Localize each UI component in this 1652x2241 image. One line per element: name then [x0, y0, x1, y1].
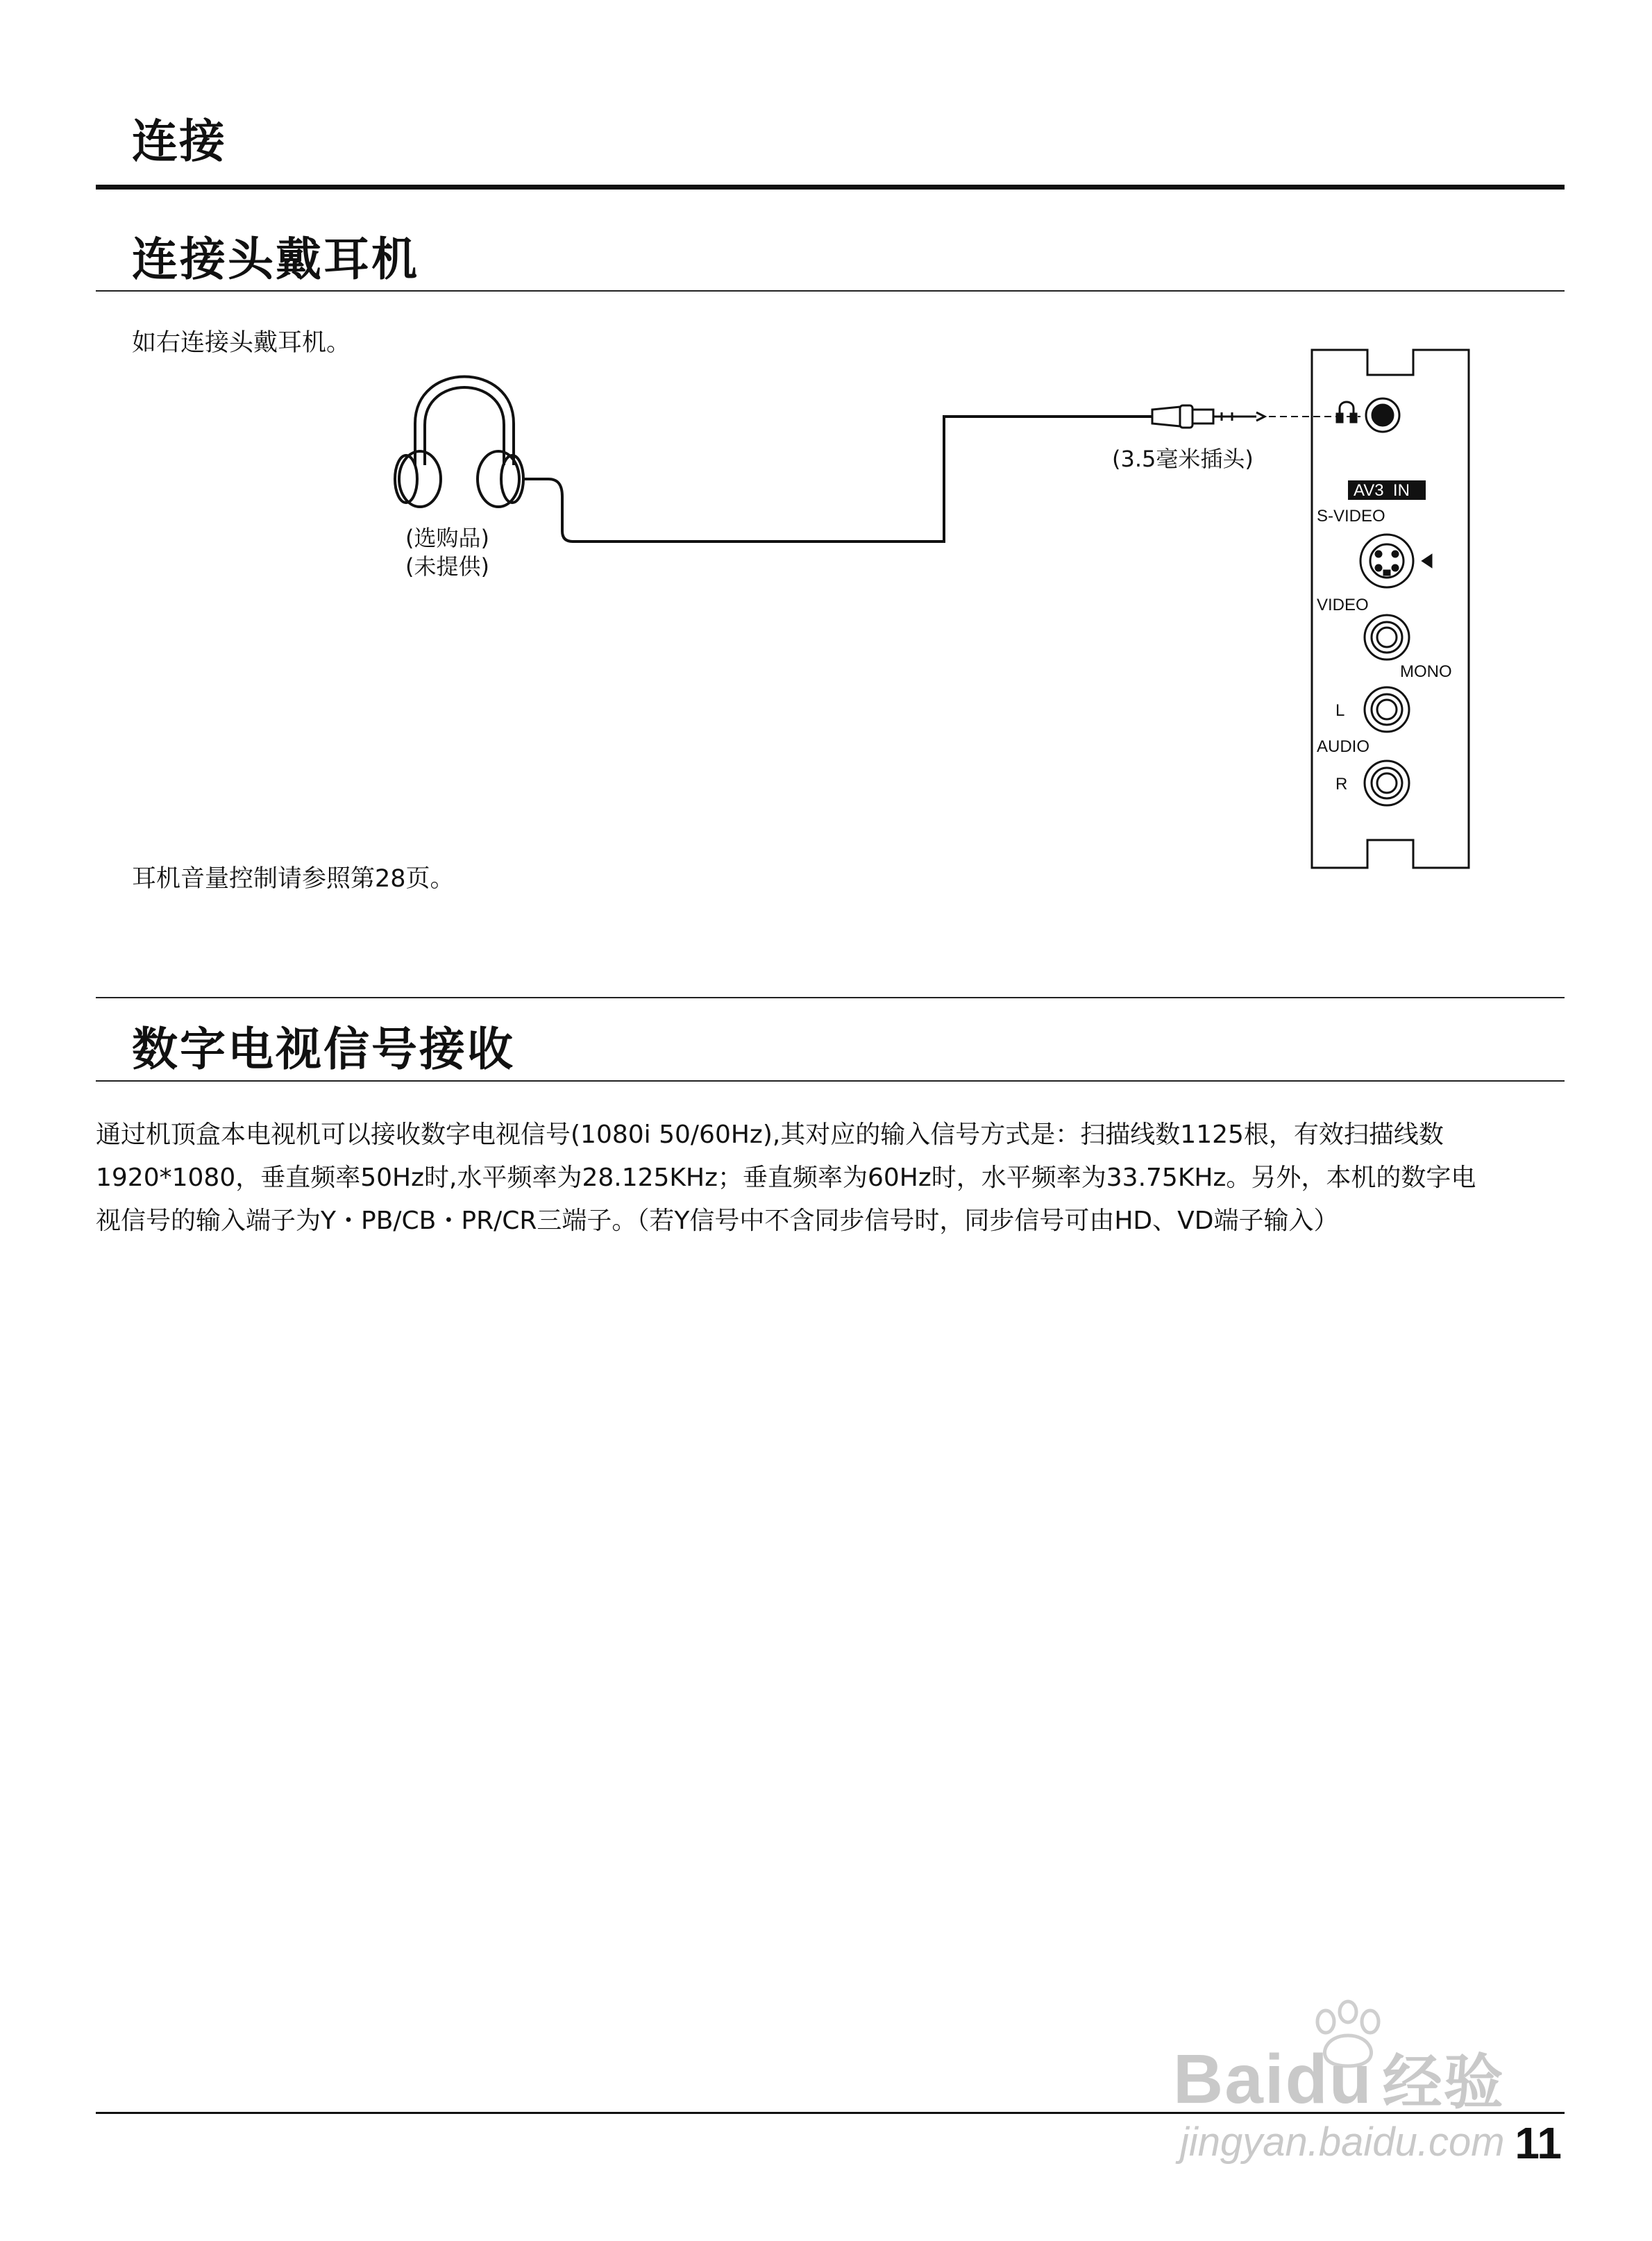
- watermark-brand-du: du: [1285, 2040, 1373, 2118]
- plug-icon: [1152, 405, 1360, 428]
- paragraph-line: 1920*1080，垂直频率50Hz时,水平频率为28.125KHz；垂直频率为60Hz时，水平频率为33.75KHz。另外，本机的数字电: [96, 1164, 1476, 1192]
- page-title: 连接: [132, 115, 226, 168]
- page-number: 11: [1515, 2118, 1562, 2168]
- video-label: VIDEO: [1317, 596, 1369, 614]
- intro-text: 如右连接头戴耳机。: [132, 329, 351, 357]
- watermark-brand: [1173, 2034, 1505, 2120]
- av3-in-badge: AV3 IN: [1354, 481, 1410, 500]
- volume-note: 耳机音量控制请参照第28页。: [132, 865, 455, 893]
- section-heading-headphones: 连接头戴耳机: [132, 233, 419, 286]
- headphone-jack-icon: [1337, 398, 1399, 432]
- audio-r-label: R: [1335, 775, 1348, 794]
- watermark-brand-bai: Bai: [1173, 2040, 1286, 2118]
- watermark-url: jingyan.baidu.com: [1180, 2120, 1505, 2165]
- paragraph-line: 视信号的输入端子为Y・PB/CB・PR/CR三端子。（若Y信号中不含同步信号时，同步信号可由HD、VD端子输入）: [96, 1207, 1339, 1235]
- section-rule-bottom: [96, 1080, 1565, 1082]
- section-heading-digital-tv: 数字电视信号接收: [132, 1023, 515, 1076]
- audio-l-jack-icon: [1365, 687, 1409, 732]
- mono-label: MONO: [1400, 662, 1452, 681]
- headphones-icon: [395, 377, 1152, 542]
- paragraph-line: 通过机顶盒本电视机可以接收数字电视信号(1080i 50/60Hz),其对应的输入信号方式是：扫描线数1125根，有效扫描线数: [96, 1120, 1444, 1149]
- watermark-brand-cn: 经验: [1382, 2049, 1505, 2116]
- digital-tv-paragraph: [96, 1114, 1567, 1243]
- headphone-caption-optional: (选购品): [405, 525, 489, 551]
- headphone-caption-not-supplied: (未提供): [405, 553, 489, 580]
- video-jack-icon: [1365, 615, 1409, 660]
- plug-caption: (3.5毫米插头): [1112, 446, 1254, 472]
- s-video-jack-icon: [1360, 535, 1431, 587]
- audio-label: AUDIO: [1317, 737, 1370, 756]
- audio-l-label: L: [1335, 701, 1345, 720]
- s-video-label: S-VIDEO: [1317, 507, 1385, 526]
- audio-r-jack-icon: [1365, 761, 1409, 805]
- section-rule-top: [96, 997, 1565, 998]
